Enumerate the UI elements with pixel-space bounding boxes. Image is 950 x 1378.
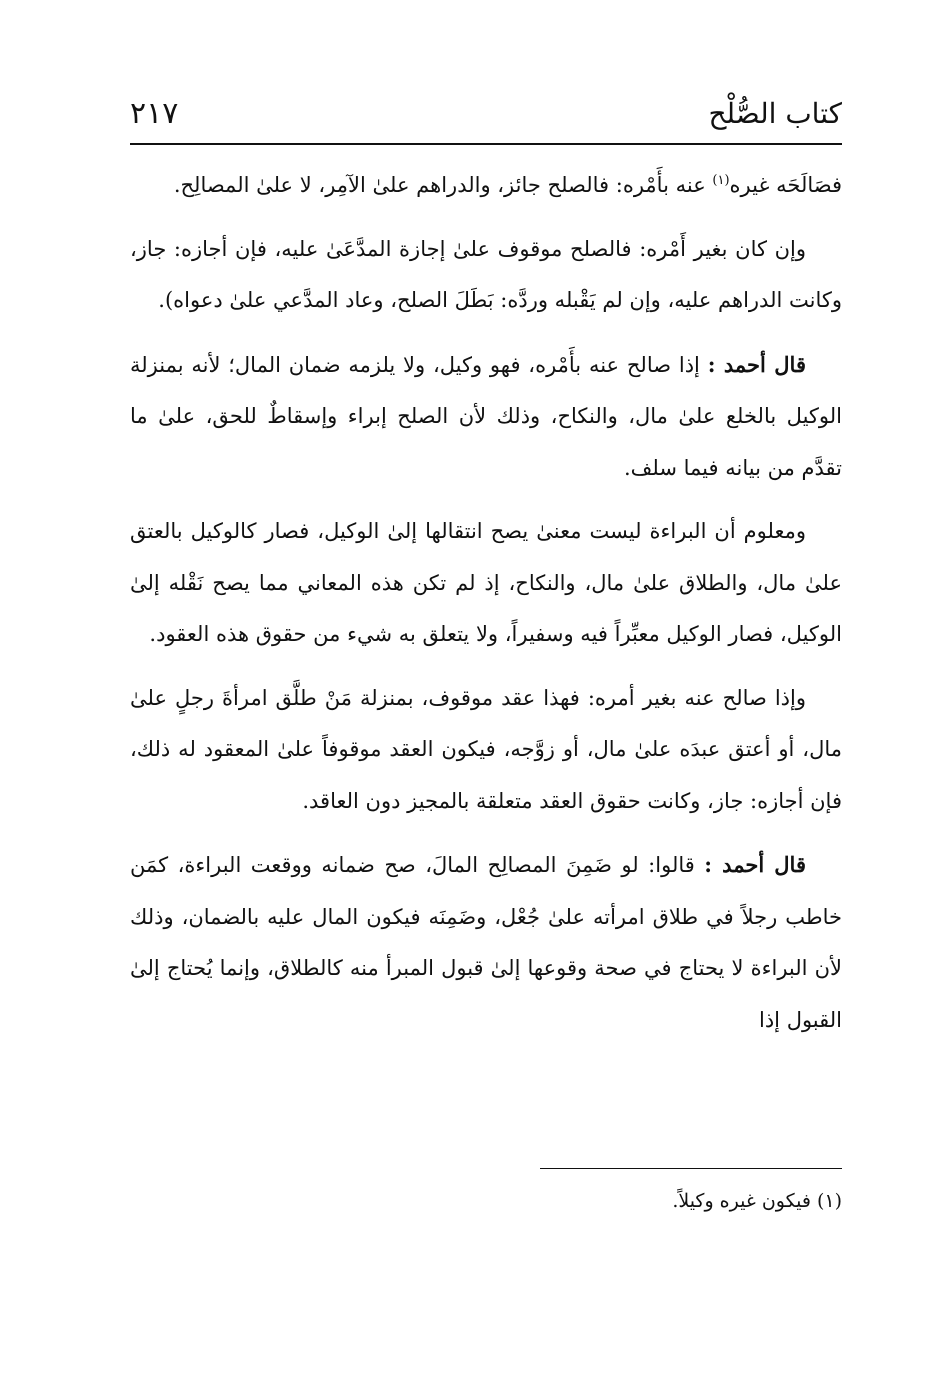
paragraph-5: وإذا صالح عنه بغير أمره: فهذا عقد موقوف، بمنزلة مَنْ طلَّق امرأةَ رجلٍ علىٰ مال، أو أعتق عبدَه علىٰ مال، أو زوَّجه، فيكون العقد موقوفاً علىٰ المعقود له ذلك، فإن أجازه: جاز، وكانت حقوق العقد متعلقة بالمجيز دون العاقد. [130,685,842,813]
paragraph-3-text: إذا صالح عنه بأَمْره، فهو وكيل، ولا يلزمه ضمان المال؛ لأنه بمنزلة الوكيل بالخلع علىٰ مال، والنكاح، وذلك لأن الصلح إبراء وإسقاطٌ للحق، علىٰ ما تقدَّم من بيانه فيما سلف. [130,352,842,480]
paragraph-6 [130,839,842,1046]
paragraph-6-text: قالوا: لو ضَمِنَ المصالِح المالَ، صح ضمانه ووقعت البراءة، كمَن خاطب رجلاً في طلاق امرأته علىٰ جُعْل، وضَمِنَه فيكون المال عليه بالضمان، وذلك لأن البراءة لا يحتاج في صحة وقوعها إلىٰ قبول المبرأ منه كالطلاق، وإنما يُحتاج إلىٰ القبول إذا [130,853,842,1032]
paragraph-1 [130,160,842,212]
footnote: (١) فيكون غيره وكيلاً. [672,1190,842,1212]
page-header [130,92,842,142]
paragraph-1-text-a: فصَالَحَه غيره [729,173,842,197]
speaker-label: قال أحمد : [707,351,806,377]
body-text [130,160,842,1058]
paragraph-4: ومعلوم أن البراءة ليست معنىٰ يصح انتقالها إلىٰ الوكيل، فصار كالوكيل بالعتق علىٰ مال، والطلاق علىٰ مال، والنكاح، إذ لم تكن هذه المعاني مما يصح نَقْله إلىٰ الوكيل، فصار الوكيل معبِّراً فيه وسفيراً، ولا يتعلق به شيء من حقوق هذه العقود. [130,519,842,646]
paragraph-2: وإن كان بغير أَمْره: فالصلح موقوف علىٰ إجازة المدَّعَىٰ عليه، فإن أجازه: جاز، وكانت الدراهم عليه، وإن لم يَقْبله وردَّه: بَطَلَ الصلح، وعاد المدَّعي علىٰ دعواه). [130,236,842,312]
running-title: كتاب الصُّلْح [708,97,842,130]
footnote-marker: (١) [712,173,730,188]
speaker-label: قال أحمد : [704,852,806,877]
footnote-rule [540,1168,842,1169]
header-rule [130,143,842,145]
page-number: ٢١٧ [130,96,179,131]
paragraph-3 [130,339,842,495]
paragraph-1-text-b: عنه بأَمْره: فالصلح جائز، والدراهم علىٰ الآمِر، لا علىٰ المصالِح. [173,173,713,197]
